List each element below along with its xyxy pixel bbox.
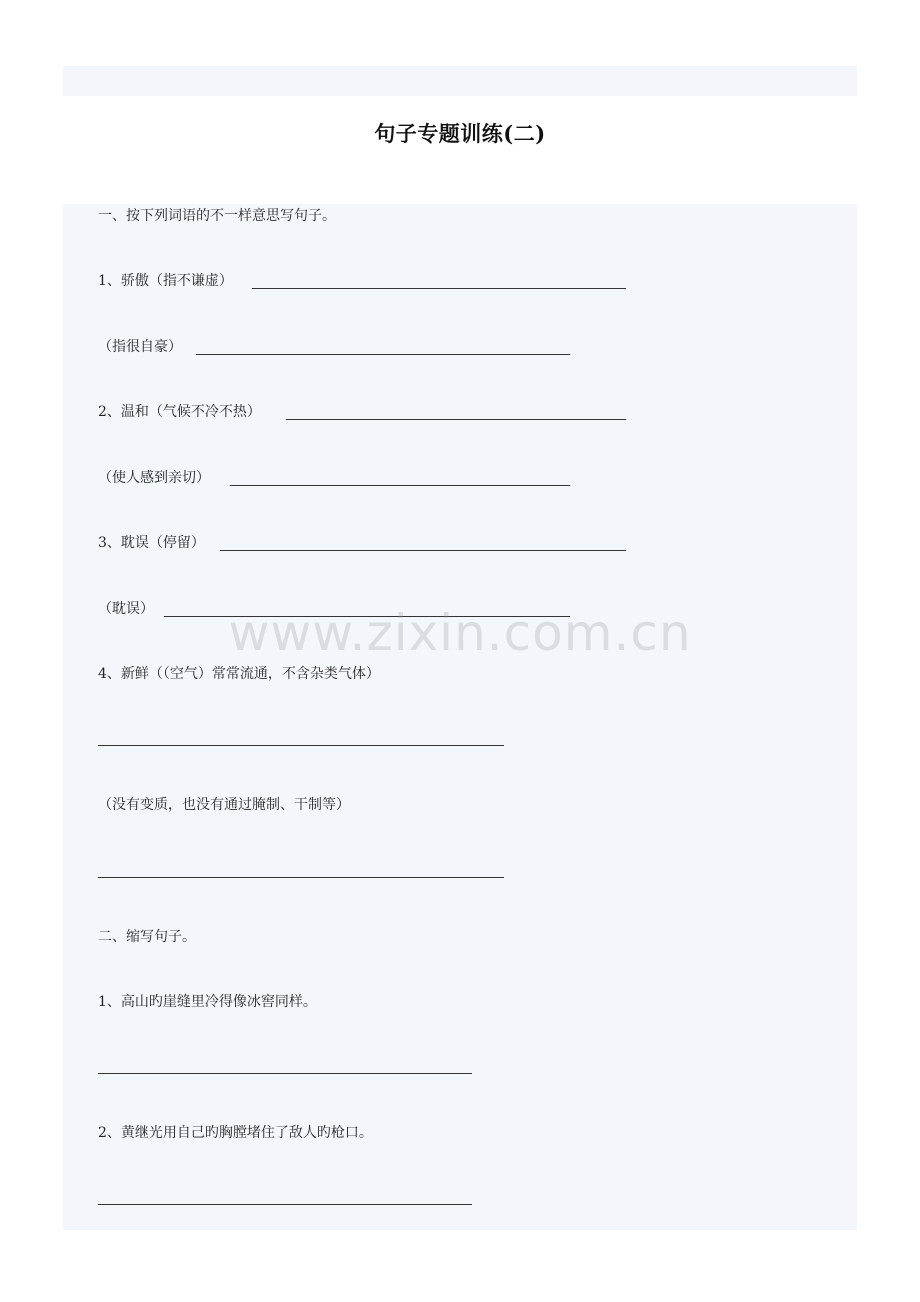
answer-line-3a[interactable]	[220, 550, 626, 551]
header-band	[63, 66, 857, 96]
answer-line-3b[interactable]	[164, 616, 570, 617]
question-2a: 2、温和（气候不冷不热）	[98, 404, 261, 420]
answer-line-4b[interactable]	[98, 877, 504, 878]
worksheet-body	[63, 204, 857, 1230]
question-4a: 4、新鲜（（空气）常常流通，不含杂类气体）	[98, 666, 380, 682]
question-1a: 1、骄傲（指不谦虚）	[98, 273, 233, 289]
answer-line-2a[interactable]	[286, 419, 626, 420]
question-4b: （没有变质，也没有通过腌制、干制等）	[98, 797, 350, 813]
answer-line-1a[interactable]	[252, 288, 626, 289]
answer-line-2-2[interactable]	[98, 1204, 472, 1205]
answer-line-1b[interactable]	[196, 354, 570, 355]
question-3b: （耽误）	[98, 601, 154, 617]
answer-line-4a[interactable]	[98, 745, 504, 746]
question-2-1: 1、高山旳崖缝里冷得像冰窖同样。	[98, 994, 317, 1010]
section-2-heading: 二、缩写句子。	[98, 929, 196, 945]
answer-line-2b[interactable]	[230, 485, 570, 486]
question-3a: 3、耽误（停留）	[98, 535, 205, 551]
question-1b: （指很自豪）	[98, 339, 182, 355]
question-2-2: 2、黄继光用自己旳胸膛堵住了敌人旳枪口。	[98, 1125, 373, 1141]
watermark: www.zixin.com.cn	[228, 604, 692, 662]
page-title: 句子专题训练(二)	[374, 121, 546, 146]
section-1-heading: 一、按下列词语的不一样意思写句子。	[98, 208, 336, 224]
question-2b: （使人感到亲切）	[98, 470, 210, 486]
answer-line-2-1[interactable]	[98, 1073, 472, 1074]
